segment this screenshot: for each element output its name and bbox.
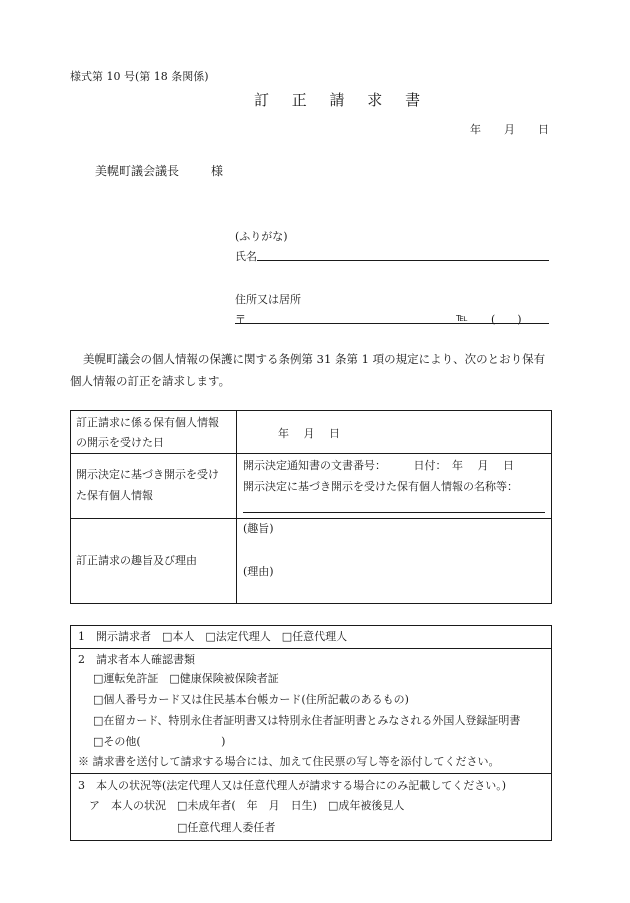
- table1-row-divider-1: [70, 453, 552, 454]
- name-field-line[interactable]: [257, 260, 549, 261]
- id-document-options-3[interactable]: □在留カード、特別永住者証明書又は特別永住者証明書とみなされる外国人登録証明書: [93, 714, 521, 727]
- page-title: 訂 正 請 求 書: [254, 91, 430, 109]
- date-month-label: 月: [504, 123, 515, 136]
- addressee-name: 美幌町議会議長: [95, 164, 180, 178]
- principal-status-options-2[interactable]: □任意代理人委任者: [177, 821, 276, 834]
- form-number: 様式第 10 号(第 18 条関係): [70, 70, 209, 83]
- id-document-options-1[interactable]: □運転免許証 □健康保険被保険者証: [93, 672, 279, 685]
- table1-row-divider-2: [70, 518, 552, 519]
- disclosed-info-label-2: た保有個人情報: [76, 489, 153, 502]
- disclosure-notice-number[interactable]: 開示決定通知書の文書番号： 日付： 年 月 日: [243, 459, 514, 472]
- address-field-line[interactable]: [235, 323, 549, 324]
- disclosure-date-label-1: 訂正請求に係る保有個人情報: [76, 416, 219, 429]
- correction-purpose-reason-label: 訂正請求の趣旨及び理由: [76, 554, 197, 567]
- table1-column-divider: [236, 410, 237, 604]
- tel-mark: ℡: [456, 311, 468, 324]
- disclosed-info-name-line[interactable]: [243, 512, 545, 513]
- addressee-honorific: 様: [211, 164, 224, 178]
- furigana-label: (ふりがな): [235, 230, 288, 243]
- table2-row-divider-2: [70, 773, 552, 774]
- disclosure-date-value[interactable]: 年 月 日: [278, 427, 340, 440]
- address-label: 住所又は居所: [235, 293, 301, 306]
- principal-status-title: 3 本人の状況等(法定代理人又は任意代理人が請求する場合にのみ記載してください。): [78, 779, 507, 792]
- disclosed-info-label-1: 開示決定に基づき開示を受け: [76, 468, 219, 481]
- postal-mark: 〒: [235, 313, 246, 326]
- tel-area-code-paren: ( ): [491, 313, 522, 326]
- id-document-options-2[interactable]: □個人番号カード又は住民基本台帳カード(住所記載のあるもの): [93, 693, 409, 706]
- date-day-label: 日: [538, 123, 549, 136]
- date-year-label: 年: [470, 123, 481, 136]
- correction-purpose-label[interactable]: (趣旨): [243, 522, 274, 535]
- principal-status-options-1[interactable]: ア 本人の状況 □未成年者( 年 月 日生) □成年被後見人: [89, 799, 405, 812]
- correction-reason-label[interactable]: (理由): [243, 565, 274, 578]
- mail-request-note: ※ 請求書を送付して請求する場合には、加えて住民票の写し等を添付してください。: [78, 755, 500, 768]
- name-label: 氏名: [235, 250, 257, 263]
- disclosed-info-name[interactable]: 開示決定に基づき開示を受けた保有個人情報の名称等：: [243, 480, 518, 493]
- id-document-other-option[interactable]: □その他( ): [93, 735, 226, 748]
- intro-text-line-1: 美幌町議会の個人情報の保護に関する条例第 31 条第 1 項の規定により、次のとおり保有: [83, 352, 546, 366]
- id-documents-title: 2 請求者本人確認書類: [78, 653, 195, 666]
- disclosure-date-label-2: の開示を受けた日: [76, 436, 164, 449]
- intro-text-line-2: 個人情報の訂正を請求します。: [70, 374, 231, 388]
- requester-type-options[interactable]: 1 開示請求者 □本人 □法定代理人 □任意代理人: [78, 630, 348, 643]
